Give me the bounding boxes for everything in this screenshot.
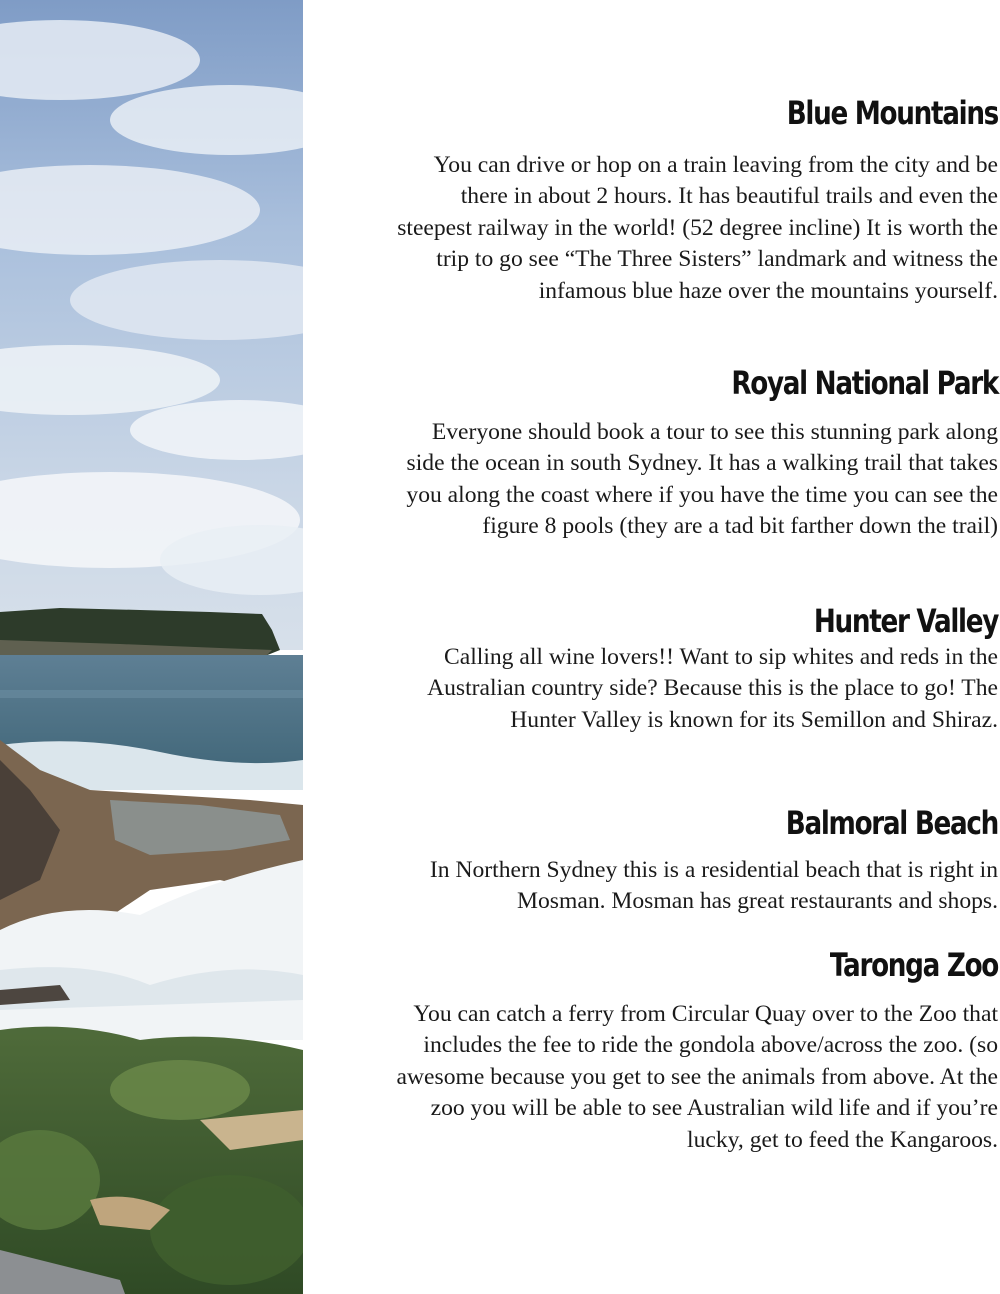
body-line: trip to go see “The Three Sisters” landmark and witness the bbox=[436, 246, 998, 273]
section-royal-national-park bbox=[330, 363, 998, 543]
section-taronga-zoo bbox=[330, 945, 998, 1156]
body-line: includes the fee to ride the gondola above/across the zoo. (so bbox=[423, 1032, 998, 1059]
body-line: You can catch a ferry from Circular Quay over to the Zoo that bbox=[413, 1001, 998, 1027]
section-title: Blue Mountains bbox=[786, 94, 998, 132]
section-title: Hunter Valley bbox=[813, 602, 998, 640]
body-line: lucky, get to feed the Kangaroos. bbox=[687, 1126, 998, 1153]
body-line: Australian country side? Because this is the place to go! The bbox=[427, 675, 998, 702]
section-body bbox=[330, 999, 998, 1156]
body-line: side the ocean in south Sydney. It has a walking trail that takes bbox=[406, 450, 998, 477]
section-title: Balmoral Beach bbox=[785, 804, 998, 842]
body-line: In Northern Sydney this is a residential beach that is right in bbox=[429, 857, 998, 883]
section-blue-mountains bbox=[330, 93, 998, 307]
body-line: awesome because you get to see the animals from above. At the bbox=[396, 1063, 998, 1090]
body-line: figure 8 pools (they are a tad bit farther down the trail) bbox=[482, 513, 998, 540]
coastal-landscape-photo bbox=[0, 0, 303, 1294]
section-body bbox=[330, 855, 998, 918]
body-line: Everyone should book a tour to see this stunning park along bbox=[431, 419, 998, 445]
body-line: steepest railway in the world! (52 degree incline) It is worth the bbox=[397, 214, 998, 241]
body-line: infamous blue haze over the mountains yourself. bbox=[538, 277, 998, 304]
section-title: Royal National Park bbox=[731, 364, 998, 402]
body-line: there in about 2 hours. It has beautiful trails and even the bbox=[460, 183, 998, 210]
body-line: Hunter Valley is known for its Semillon and Shiraz. bbox=[510, 706, 998, 733]
section-body bbox=[330, 642, 998, 736]
body-line: you along the coast where if you have the time you can see the bbox=[406, 481, 998, 508]
section-balmoral-beach bbox=[330, 803, 998, 918]
section-hunter-valley bbox=[330, 601, 998, 736]
body-line: zoo you will be able to see Australian wild life and if you’re bbox=[430, 1095, 998, 1122]
section-title: Taronga Zoo bbox=[829, 946, 998, 984]
body-line: Calling all wine lovers!! Want to sip whites and reds in the bbox=[444, 644, 998, 670]
section-body bbox=[330, 417, 998, 543]
body-line: You can drive or hop on a train leaving from the city and be bbox=[433, 152, 998, 178]
body-line: Mosman. Mosman has great restaurants and shops. bbox=[517, 888, 998, 915]
attractions-list bbox=[330, 0, 998, 1294]
section-body bbox=[330, 150, 998, 307]
